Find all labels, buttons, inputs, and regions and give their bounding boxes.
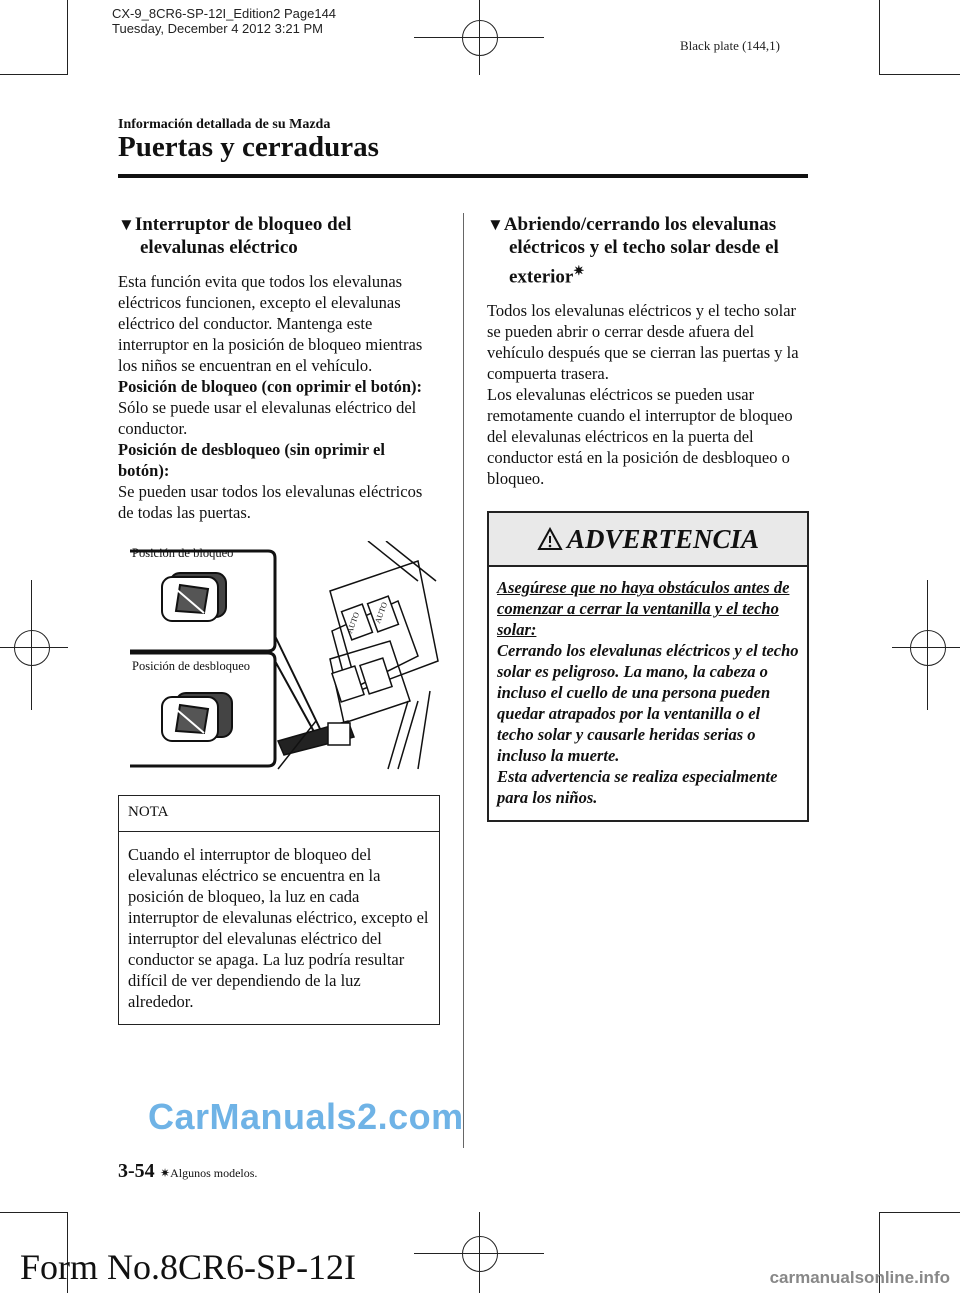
door-switch-panel xyxy=(278,541,438,769)
lock-position-text: Sólo se puede usar el elevalunas eléctrico del conductor. xyxy=(118,398,417,438)
warning-header xyxy=(489,513,807,567)
page-number: 3-54 xyxy=(118,1160,155,1182)
right-para-2: Los elevalunas eléctricos se pueden usar remotamente cuando el interruptor de bloqueo del elevalunas eléctricos en la puerta del conductor está en la posición de desbloqueo o bloqueo. xyxy=(487,385,793,489)
unlock-position-text: Se pueden usar todos los elevalunas eléctricos de todas las puertas. xyxy=(118,482,423,522)
footnote xyxy=(160,1166,257,1181)
figure-label-lock: Posición de bloqueo xyxy=(132,546,234,560)
triangle-icon: ▼ xyxy=(487,215,504,234)
lock-button-locked xyxy=(162,573,226,621)
right-heading-text: Abriendo/cerrando los elevalunas eléctricos y el techo solar desde el exterior xyxy=(503,214,779,288)
warning-box xyxy=(487,511,809,822)
note-title: NOTA xyxy=(119,796,439,832)
note-box xyxy=(118,795,440,1025)
right-para-1: Todos los elevalunas eléctricos y el techo solar se pueden abrir o cerrar desde afuera del vehículo después que se cierran las puertas y la compuerta trasera. xyxy=(487,301,799,384)
left-heading xyxy=(118,213,440,259)
warning-underlined: Asegúrese que no haya obstáculos antes de comenzar a cerrar la ventanilla y el techo solar: xyxy=(497,578,790,640)
window-switch-illustration xyxy=(118,541,440,771)
figure-label-unlock: Posición de desbloqueo xyxy=(132,659,251,673)
page-title: Puertas y cerraduras xyxy=(118,131,379,163)
note-body: Cuando el interruptor de bloqueo del elevalunas eléctrico se encuentra en la posición de bloqueo, la luz en cada interruptor de elevalunas eléctrico, excepto el interruptor del elevalunas eléctrico del conductor se apaga. La luz podría resultar difícil de ver dependiendo de la luz alrededor. xyxy=(128,845,429,1011)
right-column xyxy=(487,213,809,822)
warning-extra: Esta advertencia se realiza especialmente para los niños. xyxy=(497,767,778,808)
left-column xyxy=(118,213,440,1025)
left-intro: Esta función evita que todos los elevalunas eléctricos funcionen, excepto el elevalunas eléctrico del conductor. Mantenga este interruptor en la posición de bloqueo mientras los niños se encuentran en el vehículo. xyxy=(118,272,423,375)
column-divider xyxy=(463,213,464,1148)
footnote-text: Algunos modelos. xyxy=(170,1166,258,1180)
print-meta xyxy=(112,6,336,36)
print-meta-file: CX-9_8CR6-SP-12I_Edition2 Page144 xyxy=(112,6,337,21)
lock-position-label: Posición de bloqueo (con oprimir el botón): xyxy=(118,377,423,396)
auto-label-1: AUTO xyxy=(345,610,362,635)
right-heading xyxy=(487,213,809,288)
unlock-position-label: Posición de desbloqueo (sin oprimir el botón): xyxy=(118,440,385,480)
form-number: Form No.8CR6-SP-12I xyxy=(20,1247,357,1287)
warning-triangle-icon xyxy=(537,527,563,551)
section-subtitle: Información detallada de su Mazda xyxy=(118,117,331,132)
plate-label: Black plate (144,1) xyxy=(680,38,780,53)
lock-switch-figure xyxy=(118,541,440,771)
triangle-icon: ▼ xyxy=(118,215,135,234)
title-rule xyxy=(118,174,808,178)
warning-text: Cerrando los elevalunas eléctricos y el techo solar es peligroso. La mano, la cabeza o incluso el cuello de una persona pueden quedar atrapados por la ventanilla o el techo solar y causarle heridas serias o incluso la muerte. xyxy=(497,641,799,766)
print-meta-date: Tuesday, December 4 2012 3:21 PM xyxy=(112,21,324,36)
star-icon: ✷ xyxy=(160,1166,171,1180)
watermark: CarManuals2.com xyxy=(148,1096,464,1137)
auto-label-2: AUTO xyxy=(373,600,390,625)
warning-title: ADVERTENCIA xyxy=(566,524,760,555)
left-heading-text: Interruptor de bloqueo del elevalunas eléctrico xyxy=(134,214,352,258)
warning-body xyxy=(489,567,807,820)
lock-button-unlocked xyxy=(162,693,232,741)
star-icon: ✷ xyxy=(573,263,585,278)
site-watermark: carmanualsonline.info xyxy=(769,1268,950,1287)
